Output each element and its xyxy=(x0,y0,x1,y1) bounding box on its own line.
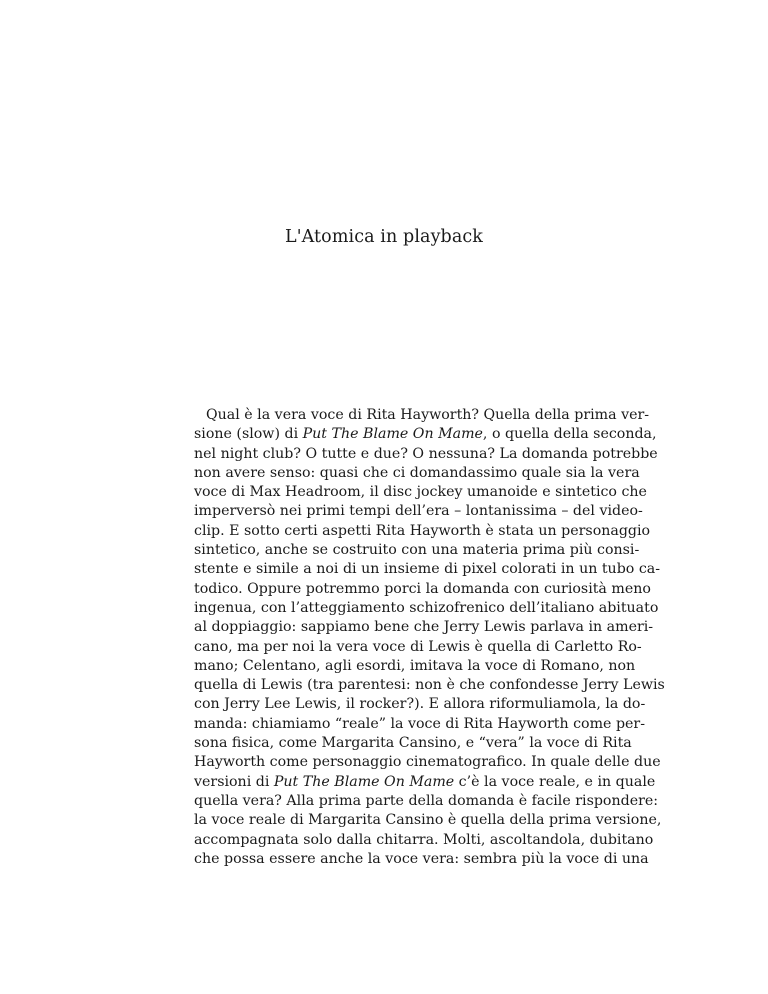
text-line xyxy=(194,406,650,425)
song-title: Put The Blame On Mame xyxy=(273,773,455,790)
text-line xyxy=(194,792,659,811)
text-segment: , o quella della seconda, xyxy=(482,426,657,443)
text-line xyxy=(194,560,661,579)
body-paragraph xyxy=(194,406,665,869)
text-segment: c’è la voce reale, e in quale xyxy=(454,773,656,790)
text-segment: nel night club? O tutte e due? O nessuna? La domanda potrebbe xyxy=(194,445,658,462)
text-segment: quella vera? Alla prima parte della domanda è facile rispondere: xyxy=(194,792,659,809)
text-segment: todico. Oppure potremmo porci la domanda con curiosità meno xyxy=(194,580,651,597)
text-line xyxy=(194,850,649,869)
text-line xyxy=(194,425,657,444)
text-line xyxy=(194,522,651,541)
text-segment: ingenua, con l’atteggiamento schizofrenico dell’italiano abituato xyxy=(194,599,659,616)
song-title: Put The Blame On Mame xyxy=(302,426,483,443)
text-segment: imperversò nei primi tempi dell’era – lontanissima – del video- xyxy=(194,503,643,520)
text-segment: clip. E sotto certi aspetti Rita Hayworth è stata un personaggio xyxy=(194,522,651,539)
text-segment: sona fisica, come Margarita Cansino, e “vera” la voce di Rita xyxy=(194,735,632,752)
chapter-title: L'Atomica in playback xyxy=(284,227,483,247)
text-segment: mano; Celentano, agli esordi, imitava la voce di Romano, non xyxy=(194,657,636,674)
text-line xyxy=(194,734,632,753)
text-segment: versioni di xyxy=(194,773,274,790)
text-segment: con Jerry Lee Lewis, il rocker?). E allora riformuliamola, la do- xyxy=(194,696,646,713)
text-segment: sione (slow) di xyxy=(194,426,303,443)
text-line xyxy=(194,811,662,830)
text-segment: non avere senso: quasi che ci domandassimo quale sia la vera xyxy=(194,464,640,481)
text-segment: la voce reale di Margarita Cansino è quella della prima versione, xyxy=(194,812,662,829)
text-line xyxy=(194,483,647,502)
text-line xyxy=(194,599,659,618)
text-segment: accompagnata solo dalla chitarra. Molti, ascoltandola, dubitano xyxy=(194,831,654,848)
text-segment: sintetico, anche se costruito con una materia prima più consi- xyxy=(194,542,640,559)
text-line xyxy=(194,676,665,695)
text-segment: voce di Max Headroom, il disc jockey umanoide e sintetico che xyxy=(194,484,647,501)
text-line xyxy=(194,464,640,483)
text-line xyxy=(194,502,643,521)
text-line xyxy=(194,831,654,850)
text-line xyxy=(194,618,654,637)
text-line xyxy=(194,695,646,714)
text-line xyxy=(194,753,661,772)
text-segment: quella di Lewis (tra parentesi: non è che confondesse Jerry Lewis xyxy=(194,677,665,694)
text-segment: al doppiaggio: sappiamo bene che Jerry Lewis parlava in ameri- xyxy=(194,619,654,636)
text-segment: manda: chiamiamo “reale” la voce di Rita Hayworth come per- xyxy=(194,715,645,732)
text-line xyxy=(194,580,651,599)
text-line xyxy=(194,657,636,676)
text-segment: Qual è la vera voce di Rita Hayworth? Quella della prima ver- xyxy=(206,407,650,423)
text-line xyxy=(194,773,656,792)
text-line xyxy=(194,445,658,464)
text-segment: cano, ma per noi la vera voce di Lewis è quella di Carletto Ro- xyxy=(194,638,642,655)
text-segment: Hayworth come personaggio cinematografico. In quale delle due xyxy=(194,754,661,771)
text-segment: stente e simile a noi di un insieme di pixel colorati in un tubo ca- xyxy=(194,561,661,578)
text-line xyxy=(194,541,640,560)
text-line xyxy=(194,638,642,657)
text-segment: che possa essere anche la voce vera: sembra più la voce di una xyxy=(194,850,649,867)
text-line xyxy=(194,715,645,734)
